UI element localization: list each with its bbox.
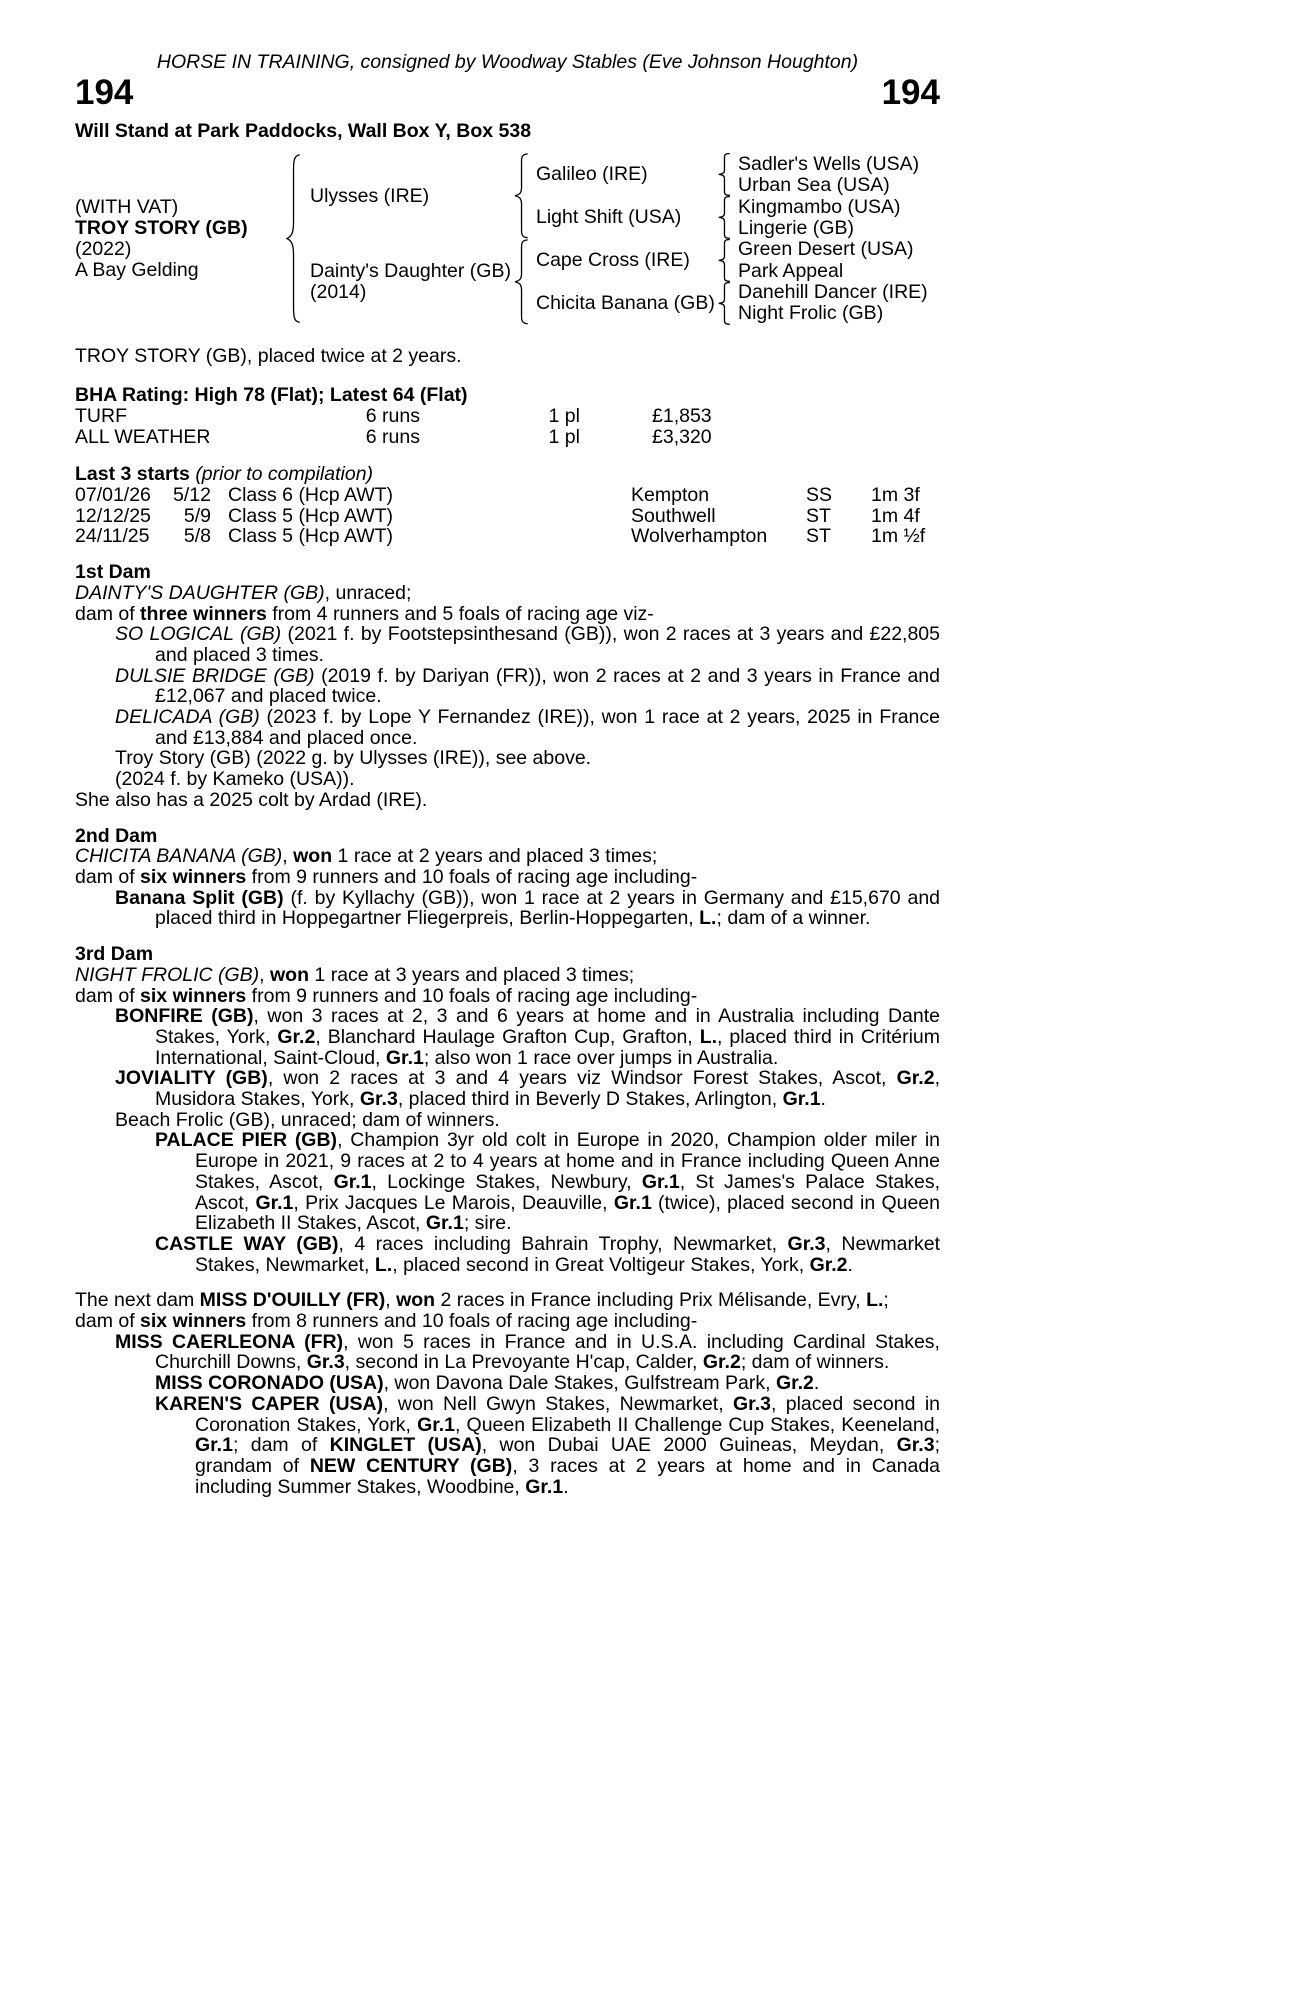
bha-placed: 1 pl <box>548 425 580 448</box>
catalogue-paragraph <box>75 867 940 888</box>
text-segment: dam of <box>75 1310 141 1333</box>
catalogue-paragraph <box>75 1311 940 1332</box>
catalogue-paragraph <box>75 1394 940 1498</box>
text-segment: won <box>396 1289 436 1312</box>
catalogue-paragraph <box>75 1373 940 1394</box>
text-segment: Gr.3 <box>359 1088 398 1111</box>
text-segment: won <box>270 963 310 986</box>
text-segment: Gr.3 <box>733 1392 771 1415</box>
text-segment: , won 3 races at 2, 3 and 6 years at home and in Australia including Dante Stakes, York, <box>155 1005 941 1048</box>
start-course: Wolverhampton <box>631 525 768 548</box>
text-segment: , Prix Jacques Le Marois, Deauville, <box>293 1191 614 1214</box>
text-segment: MISS CORONADO (USA) <box>155 1372 384 1395</box>
text-segment: (2021 f. by Footstepsinthesand (GB)), won 2 races at 3 years and £22,805 and placed 3 times. <box>155 623 940 666</box>
stand-location-line: Will Stand at Park Paddocks, Wall Box Y, Box 538 <box>75 119 532 142</box>
text-segment: MISS CAERLEONA (FR) <box>115 1330 344 1353</box>
text-segment: CHICITA BANANA (GB) <box>75 845 283 868</box>
text-segment: , <box>385 1289 397 1312</box>
start-race-class: Class 6 (Hcp AWT) <box>228 484 394 507</box>
text-segment: Gr.2 <box>277 1025 316 1048</box>
catalogue-paragraph <box>75 666 940 707</box>
text-segment: from 8 runners and 10 foals of racing age including- <box>246 1310 698 1333</box>
catalogue-paragraph <box>75 1006 940 1068</box>
last-start-row <box>75 526 940 547</box>
catalogue-paragraph <box>75 748 940 769</box>
text-segment: ; dam of winners. <box>740 1351 890 1374</box>
catalogue-paragraph <box>75 1234 940 1275</box>
bha-earnings: £1,853 <box>652 404 712 427</box>
bha-record-row <box>75 406 940 427</box>
text-segment: Gr.3 <box>306 1351 345 1374</box>
start-position: 5/8 <box>183 525 211 548</box>
text-segment: L. <box>699 1025 718 1048</box>
great-grandparent: Lingerie (GB) <box>738 216 854 239</box>
text-segment: Gr.2 <box>896 1067 935 1090</box>
text-segment: , Newmarket Stakes, Newmarket, <box>195 1232 940 1276</box>
catalogue-paragraph <box>75 1332 940 1373</box>
foaling-year: (2022) <box>75 237 132 260</box>
text-segment: , Champion 3yr old colt in Europe in 2020, Champion older miler in Europe in 2021, 9 races at 2 to 4 years at home and in France including Queen Anne Stakes, Ascot, <box>195 1129 940 1193</box>
last-starts-note <box>195 463 373 485</box>
start-distance: 1m 3f <box>871 484 920 507</box>
section-heading: 3rd Dam <box>75 943 154 966</box>
granddam-sire-side: Light Shift (USA) <box>536 206 682 229</box>
text-segment: Gr.2 <box>775 1372 814 1395</box>
pedigree-brace-gg-1 <box>717 153 731 196</box>
start-going: ST <box>806 525 831 548</box>
great-grandparent: Night Frolic (GB) <box>738 302 884 325</box>
pedigree-brace-sire <box>513 153 529 239</box>
last-starts-heading <box>75 464 940 485</box>
text-segment: L. <box>374 1253 393 1276</box>
text-segment: 1 race at 3 years and placed 3 times; <box>309 963 635 986</box>
text-segment: Gr.2 <box>809 1253 848 1276</box>
great-grandparent: Sadler's Wells (USA) <box>738 152 920 175</box>
lot-number-left: 194 <box>75 72 134 112</box>
text-segment: , won 5 races in France and in U.S.A. including Cardinal Stakes, Churchill Downs, <box>155 1330 940 1374</box>
dam-section <box>75 826 940 930</box>
great-grandparent: Kingmambo (USA) <box>738 195 901 218</box>
text-segment: three winners <box>140 602 267 625</box>
catalogue-paragraph <box>75 986 940 1007</box>
text-segment: , Blanchard Haulage Grafton Cup, Grafton, <box>315 1025 700 1048</box>
bha-record-row <box>75 427 940 448</box>
bha-record-table <box>75 406 940 447</box>
bha-surface: TURF <box>75 404 127 427</box>
text-segment: Beach Frolic (GB), unraced; dam of winners. <box>115 1108 500 1131</box>
dam-section <box>75 1290 940 1497</box>
text-segment: six winners <box>140 1310 247 1333</box>
horse-description: A Bay Gelding <box>75 259 199 282</box>
bha-runs: 6 runs <box>365 425 420 448</box>
section-heading: 2nd Dam <box>75 824 158 847</box>
last-start-row <box>75 506 940 527</box>
start-race-class: Class 5 (Hcp AWT) <box>228 504 394 527</box>
text-segment: Gr.3 <box>787 1232 826 1255</box>
text-segment: , 4 races including Bahrain Trophy, Newmarket, <box>338 1232 788 1255</box>
last-starts-table <box>75 485 940 547</box>
text-segment: DULSIE BRIDGE (GB) <box>115 664 315 687</box>
bha-runs: 6 runs <box>365 404 420 427</box>
lot-number-right: 194 <box>881 72 940 112</box>
grandsire-dam-side: Cape Cross (IRE) <box>536 249 690 271</box>
grandsire-sire-side: Galileo (IRE) <box>536 163 648 186</box>
text-segment: L. <box>699 907 717 930</box>
text-segment: , placed second in Coronation Stakes, York, <box>195 1392 941 1436</box>
text-segment: Gr.1 <box>195 1434 233 1457</box>
text-segment: , <box>282 845 294 868</box>
text-segment: ; dam of a winner. <box>716 907 871 930</box>
text-segment: , unraced; <box>324 581 412 604</box>
pedigree-brace-gg-4 <box>717 282 731 325</box>
text-segment: Banana Split (GB) <box>115 886 284 909</box>
catalogue-paragraph <box>75 846 940 867</box>
text-segment: NEW CENTURY (GB) <box>309 1454 513 1477</box>
text-segment: , placed second in Great Voltigeur Stakes, York, <box>392 1253 810 1276</box>
pedigree-table <box>75 153 940 324</box>
text-segment: six winners <box>140 866 247 888</box>
great-grandparent: Green Desert (USA) <box>738 238 914 261</box>
text-segment: Gr.3 <box>896 1434 935 1457</box>
catalogue-paragraph <box>75 1130 940 1234</box>
page-content <box>75 52 940 1497</box>
text-segment: Troy Story (GB) (2022 g. by Ulysses (IRE)), see above. <box>115 747 592 770</box>
text-segment: Gr.1 <box>333 1170 372 1193</box>
text-segment: Gr.1 <box>613 1191 652 1214</box>
text-segment: from 4 runners and 5 foals of racing age viz- <box>266 602 654 625</box>
dam-year: (2014) <box>310 280 367 303</box>
text-segment: dam of <box>75 866 141 888</box>
catalogue-paragraph <box>75 790 940 811</box>
last-start-row <box>75 485 940 506</box>
start-position: 5/9 <box>183 504 211 527</box>
text-segment: Gr.1 <box>641 1170 680 1193</box>
text-segment: The next dam <box>75 1289 200 1312</box>
text-segment: (f. by Kyllachy (GB)), won 1 race at 2 years in Germany and £15,670 and placed third in Hoppegartner Fliegerpreis, Berlin-Hoppegarten, <box>155 886 941 930</box>
consignor-line: HORSE IN TRAINING, consigned by Woodway Stables (Eve Johnson Houghton) <box>156 51 859 73</box>
catalogue-paragraph <box>75 769 940 790</box>
dam-section <box>75 944 940 1275</box>
text-segment: ; dam of <box>232 1434 330 1457</box>
start-going: ST <box>806 504 831 527</box>
pedigree-sire: Ulysses (IRE) <box>310 184 430 207</box>
text-segment: JOVIALITY (GB) <box>115 1067 268 1090</box>
text-segment: (2023 f. by Lope Y Fernandez (IRE)), won 1 race at 2 years, 2025 in France and £13,884 and placed once. <box>155 706 940 749</box>
catalogue-paragraph <box>75 1110 940 1131</box>
text-segment: . <box>813 1372 820 1395</box>
pedigree-brace-main <box>285 153 301 324</box>
pedigree-dam <box>301 239 513 325</box>
text-segment: (2024 f. by Kameko (USA)). <box>115 768 355 791</box>
start-going: SS <box>806 484 833 507</box>
text-segment: , Queen Elizabeth II Challenge Cup Stakes, Keeneland, <box>455 1413 940 1436</box>
text-segment: CASTLE WAY (GB) <box>155 1232 339 1255</box>
text-segment: , <box>259 963 271 986</box>
text-segment: won <box>293 845 333 868</box>
bha-placed: 1 pl <box>548 404 580 427</box>
text-segment: (twice), placed second in Queen Elizabeth II Stakes, Ascot, <box>195 1191 940 1235</box>
text-segment: She also has a 2025 colt by Ardad (IRE). <box>75 788 428 811</box>
text-segment: . <box>847 1253 853 1276</box>
text-segment: from 9 runners and 10 foals of racing age including- <box>246 984 698 1007</box>
text-segment: PALACE PIER (GB) <box>155 1129 338 1152</box>
great-grandparent: Danehill Dancer (IRE) <box>738 281 928 304</box>
dam-sections <box>75 562 940 1497</box>
dam-section <box>75 562 940 810</box>
catalogue-paragraph <box>75 583 940 604</box>
last-starts-title: Last 3 starts <box>75 463 190 486</box>
start-date: 24/11/25 <box>75 525 150 548</box>
start-course: Southwell <box>631 504 716 527</box>
start-course: Kempton <box>631 484 710 507</box>
catalogue-paragraph <box>75 707 940 748</box>
text-segment: , St James's Palace Stakes, Ascot, <box>195 1170 941 1214</box>
catalogue-paragraph <box>75 1068 940 1109</box>
text-segment: , won Dubai UAE 2000 Guineas, Meydan, <box>481 1434 897 1457</box>
text-segment: ; sire. <box>463 1212 512 1235</box>
text-segment: from 9 runners and 10 foals of racing age including- <box>246 866 698 888</box>
text-segment: Gr.1 <box>255 1191 294 1214</box>
start-position: 5/12 <box>173 484 211 507</box>
start-distance: 1m ½f <box>871 525 926 548</box>
pedigree-brace-dam <box>513 239 529 325</box>
text-segment: KINGLET (USA) <box>329 1434 482 1457</box>
catalogue-paragraph <box>75 604 940 625</box>
text-segment: DELICADA (GB) <box>115 706 260 729</box>
pedigree-brace-gg-3 <box>717 239 731 282</box>
section-heading: 1st Dam <box>75 561 151 584</box>
bha-surface: ALL WEATHER <box>75 425 211 448</box>
text-segment: Gr.1 <box>425 1212 464 1235</box>
text-segment: BONFIRE (GB) <box>115 1005 254 1028</box>
race-summary-line: TROY STORY (GB), placed twice at 2 years. <box>75 344 462 367</box>
text-segment: Gr.1 <box>385 1046 424 1069</box>
pedigree-brace-gg-2 <box>717 196 731 239</box>
lot-number-row <box>75 74 940 112</box>
text-segment: , second in La Prevoyante H'cap, Calder, <box>344 1351 703 1374</box>
bha-rating-line: BHA Rating: High 78 (Flat); Latest 64 (Flat) <box>75 384 468 407</box>
text-segment: . <box>563 1475 569 1498</box>
text-segment: Gr.1 <box>417 1413 456 1436</box>
vat-note: (WITH VAT) <box>75 195 179 218</box>
last-starts-note-text: (prior to compilation) <box>195 463 374 486</box>
text-segment: Gr.2 <box>702 1351 741 1374</box>
text-segment: , placed third in Critérium International, Saint-Cloud, <box>155 1025 940 1069</box>
text-segment: dam of <box>75 984 141 1007</box>
text-segment: DAINTY'S DAUGHTER (GB) <box>75 581 325 604</box>
text-segment: Gr.1 <box>782 1088 821 1111</box>
text-segment: , placed third in Beverly D Stakes, Arlington, <box>397 1088 783 1111</box>
text-segment: , won Davona Dale Stakes, Gulfstream Park, <box>383 1372 776 1395</box>
bha-earnings: £3,320 <box>652 425 712 448</box>
text-segment: six winners <box>140 984 247 1007</box>
catalogue-paragraph <box>75 965 940 986</box>
catalogue-paragraph <box>75 1290 940 1311</box>
horse-name: TROY STORY (GB) <box>75 216 248 239</box>
text-segment: MISS D'OUILLY (FR) <box>199 1289 386 1312</box>
text-segment: 2 races in France including Prix Mélisande, Evry, <box>435 1289 867 1312</box>
text-segment: L. <box>866 1289 884 1312</box>
text-segment: (2019 f. by Dariyan (FR)), won 2 races at 2 and 3 years in France and £12,067 and placed twice. <box>155 664 940 708</box>
text-segment: SO LOGICAL (GB) <box>115 623 282 646</box>
great-grandparent: Urban Sea (USA) <box>738 174 890 197</box>
catalogue-paragraph <box>75 624 940 665</box>
text-segment: . <box>820 1088 826 1111</box>
text-segment: ; grandam of <box>195 1434 940 1477</box>
text-segment: KAREN'S CAPER (USA) <box>155 1392 384 1415</box>
text-segment: ; <box>883 1289 889 1312</box>
text-segment: , won Nell Gwyn Stakes, Newmarket, <box>383 1392 734 1415</box>
start-date: 12/12/25 <box>75 504 151 527</box>
text-segment: ; also won 1 race over jumps in Australia. <box>423 1046 779 1069</box>
text-segment: Gr.1 <box>525 1475 564 1498</box>
great-grandparent: Park Appeal <box>738 259 844 282</box>
start-race-class: Class 5 (Hcp AWT) <box>228 525 394 548</box>
text-segment: , 3 races at 2 years at home and in Canada including Summer Stakes, Woodbine, <box>195 1454 941 1498</box>
granddam-dam-side: Chicita Banana (GB) <box>536 291 715 314</box>
last-starts-block <box>75 464 940 547</box>
text-segment: , Lockinge Stakes, Newbury, <box>371 1170 642 1193</box>
start-date: 07/01/26 <box>75 484 151 507</box>
pedigree-subject <box>75 153 285 324</box>
text-segment: , won 2 races at 3 and 4 years viz Windsor Forest Stakes, Ascot, <box>267 1067 897 1090</box>
text-segment: NIGHT FROLIC (GB) <box>75 963 260 986</box>
start-distance: 1m 4f <box>871 504 920 527</box>
dam-name: Dainty's Daughter (GB) <box>310 259 511 282</box>
text-segment: , Musidora Stakes, York, <box>155 1067 940 1111</box>
catalogue-paragraph <box>75 888 940 929</box>
text-segment: dam of <box>75 602 141 625</box>
text-segment: 1 race at 2 years and placed 3 times; <box>332 845 658 868</box>
